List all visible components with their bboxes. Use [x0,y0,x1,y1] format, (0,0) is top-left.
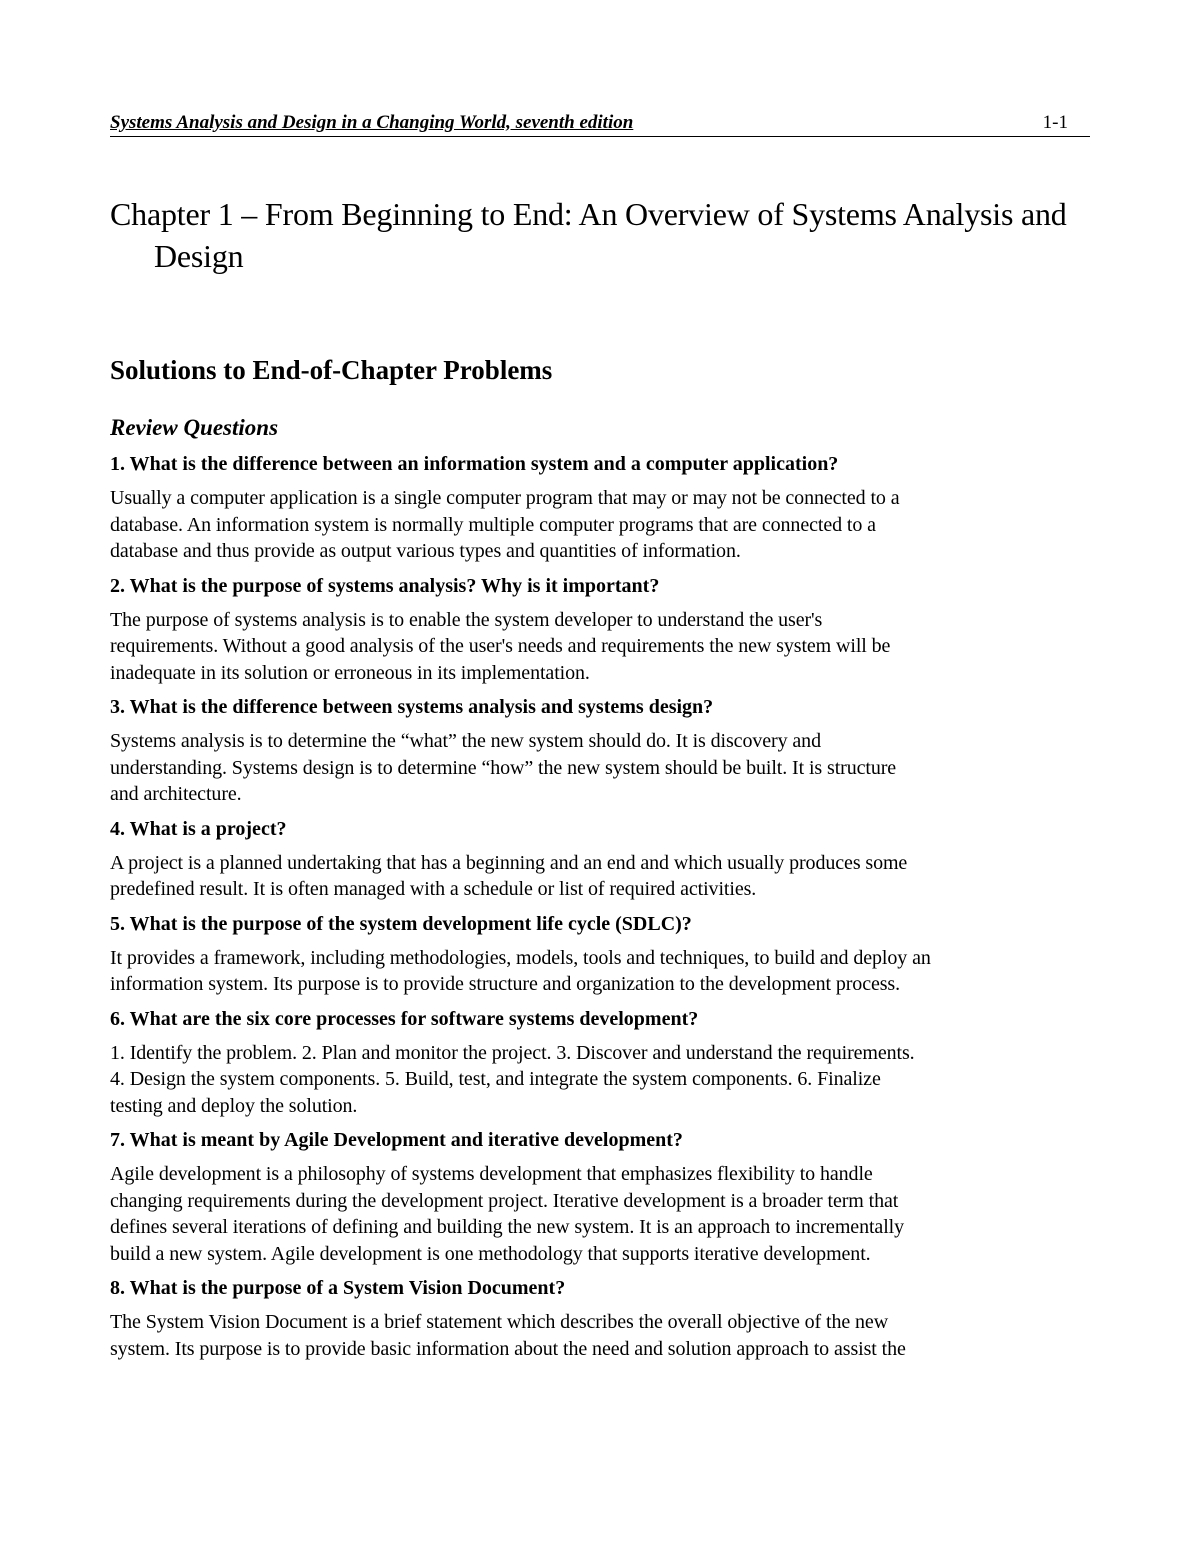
answer-7 [110,1161,1090,1267]
question-block-1 [110,451,1090,565]
question-1: 1. What is the difference between an information system and a computer application? [110,453,839,475]
question-6: 6. What are the six core processes for software systems development? [110,1007,699,1030]
question-3: 3. What is the difference between systems analysis and systems design? [110,696,714,718]
document-page [110,110,1090,1362]
section-title: Solutions to End-of-Chapter Problems [110,355,553,385]
answer-line: defines several iterations of defining and building the new system. It is an approach to incrementally [110,1216,905,1238]
answer-line: 1. Identify the problem. 2. Plan and monitor the project. 3. Discover and understand the requirements. [110,1041,915,1064]
question-5: 5. What is the purpose of the system development life cycle (SDLC)? [110,912,692,935]
answer-3 [110,728,1090,808]
answer-line: understanding. Systems design is to determine “how” the new system should be built. It is structure [110,756,897,779]
question-block-3 [110,694,1090,808]
answer-line: Usually a computer application is a single computer program that may or may not be connected to a [110,487,900,509]
question-4: 4. What is a project? [110,817,287,840]
question-block-5 [110,911,1090,998]
question-block-2 [110,573,1090,687]
answer-line: Systems analysis is to determine the “what” the new system should do. It is discovery and [110,730,821,752]
question-block-4 [110,816,1090,903]
answer-2 [110,607,1090,687]
running-header [110,110,1090,137]
answer-line: changing requirements during the development project. Iterative development is a broader term that [110,1189,899,1212]
answer-line: database and thus provide as output various types and quantities of information. [110,540,741,562]
question-block-8 [110,1275,1090,1362]
chapter-title: Chapter 1 – From Beginning to End: An Overview of Systems Analysis and Design [110,196,1067,274]
answer-5 [110,945,1090,998]
answer-line: information system. Its purpose is to provide structure and organization to the development process. [110,973,901,995]
answer-1 [110,485,1090,565]
question-8: 8. What is the purpose of a System Vision Document? [110,1277,566,1299]
page-number: 1-1 [1042,112,1068,133]
answer-line: It provides a framework, including methodologies, models, tools and techniques, to build and deploy an [110,946,931,969]
answer-line: The System Vision Document is a brief statement which describes the overall objective of the new [110,1311,889,1333]
book-title: Systems Analysis and Design in a Changing World, seventh edition [110,112,634,133]
answer-line: build a new system. Agile development is one methodology that supports iterative development. [110,1242,871,1265]
answer-4 [110,850,1090,903]
question-block-6 [110,1006,1090,1120]
answer-8 [110,1309,1090,1362]
subsection-title: Review Questions [110,415,279,440]
answer-line: inadequate in its solution or erroneous in its implementation. [110,661,590,684]
answer-line: testing and deploy the solution. [110,1094,358,1117]
answer-6 [110,1040,1090,1120]
answer-line: The purpose of systems analysis is to enable the system developer to understand the user's [110,608,823,631]
answer-line: requirements. Without a good analysis of the user's needs and requirements the new system will be [110,635,891,657]
question-block-7 [110,1127,1090,1267]
answer-line: predefined result. It is often managed with a schedule or list of required activities. [110,878,757,900]
answer-line: system. Its purpose is to provide basic information about the need and solution approach to assist the [110,1337,906,1360]
question-7: 7. What is meant by Agile Development and iterative development? [110,1129,683,1151]
question-2: 2. What is the purpose of systems analysis? Why is it important? [110,574,660,597]
answer-line: database. An information system is normally multiple computer programs that are connected to a [110,513,876,536]
answer-line: A project is a planned undertaking that has a beginning and an end and which usually produces some [110,851,908,874]
answer-line: Agile development is a philosophy of systems development that emphasizes flexibility to handle [110,1163,873,1185]
answer-line: 4. Design the system components. 5. Build, test, and integrate the system components. 6. Finalize [110,1068,881,1090]
answer-line: and architecture. [110,783,242,805]
